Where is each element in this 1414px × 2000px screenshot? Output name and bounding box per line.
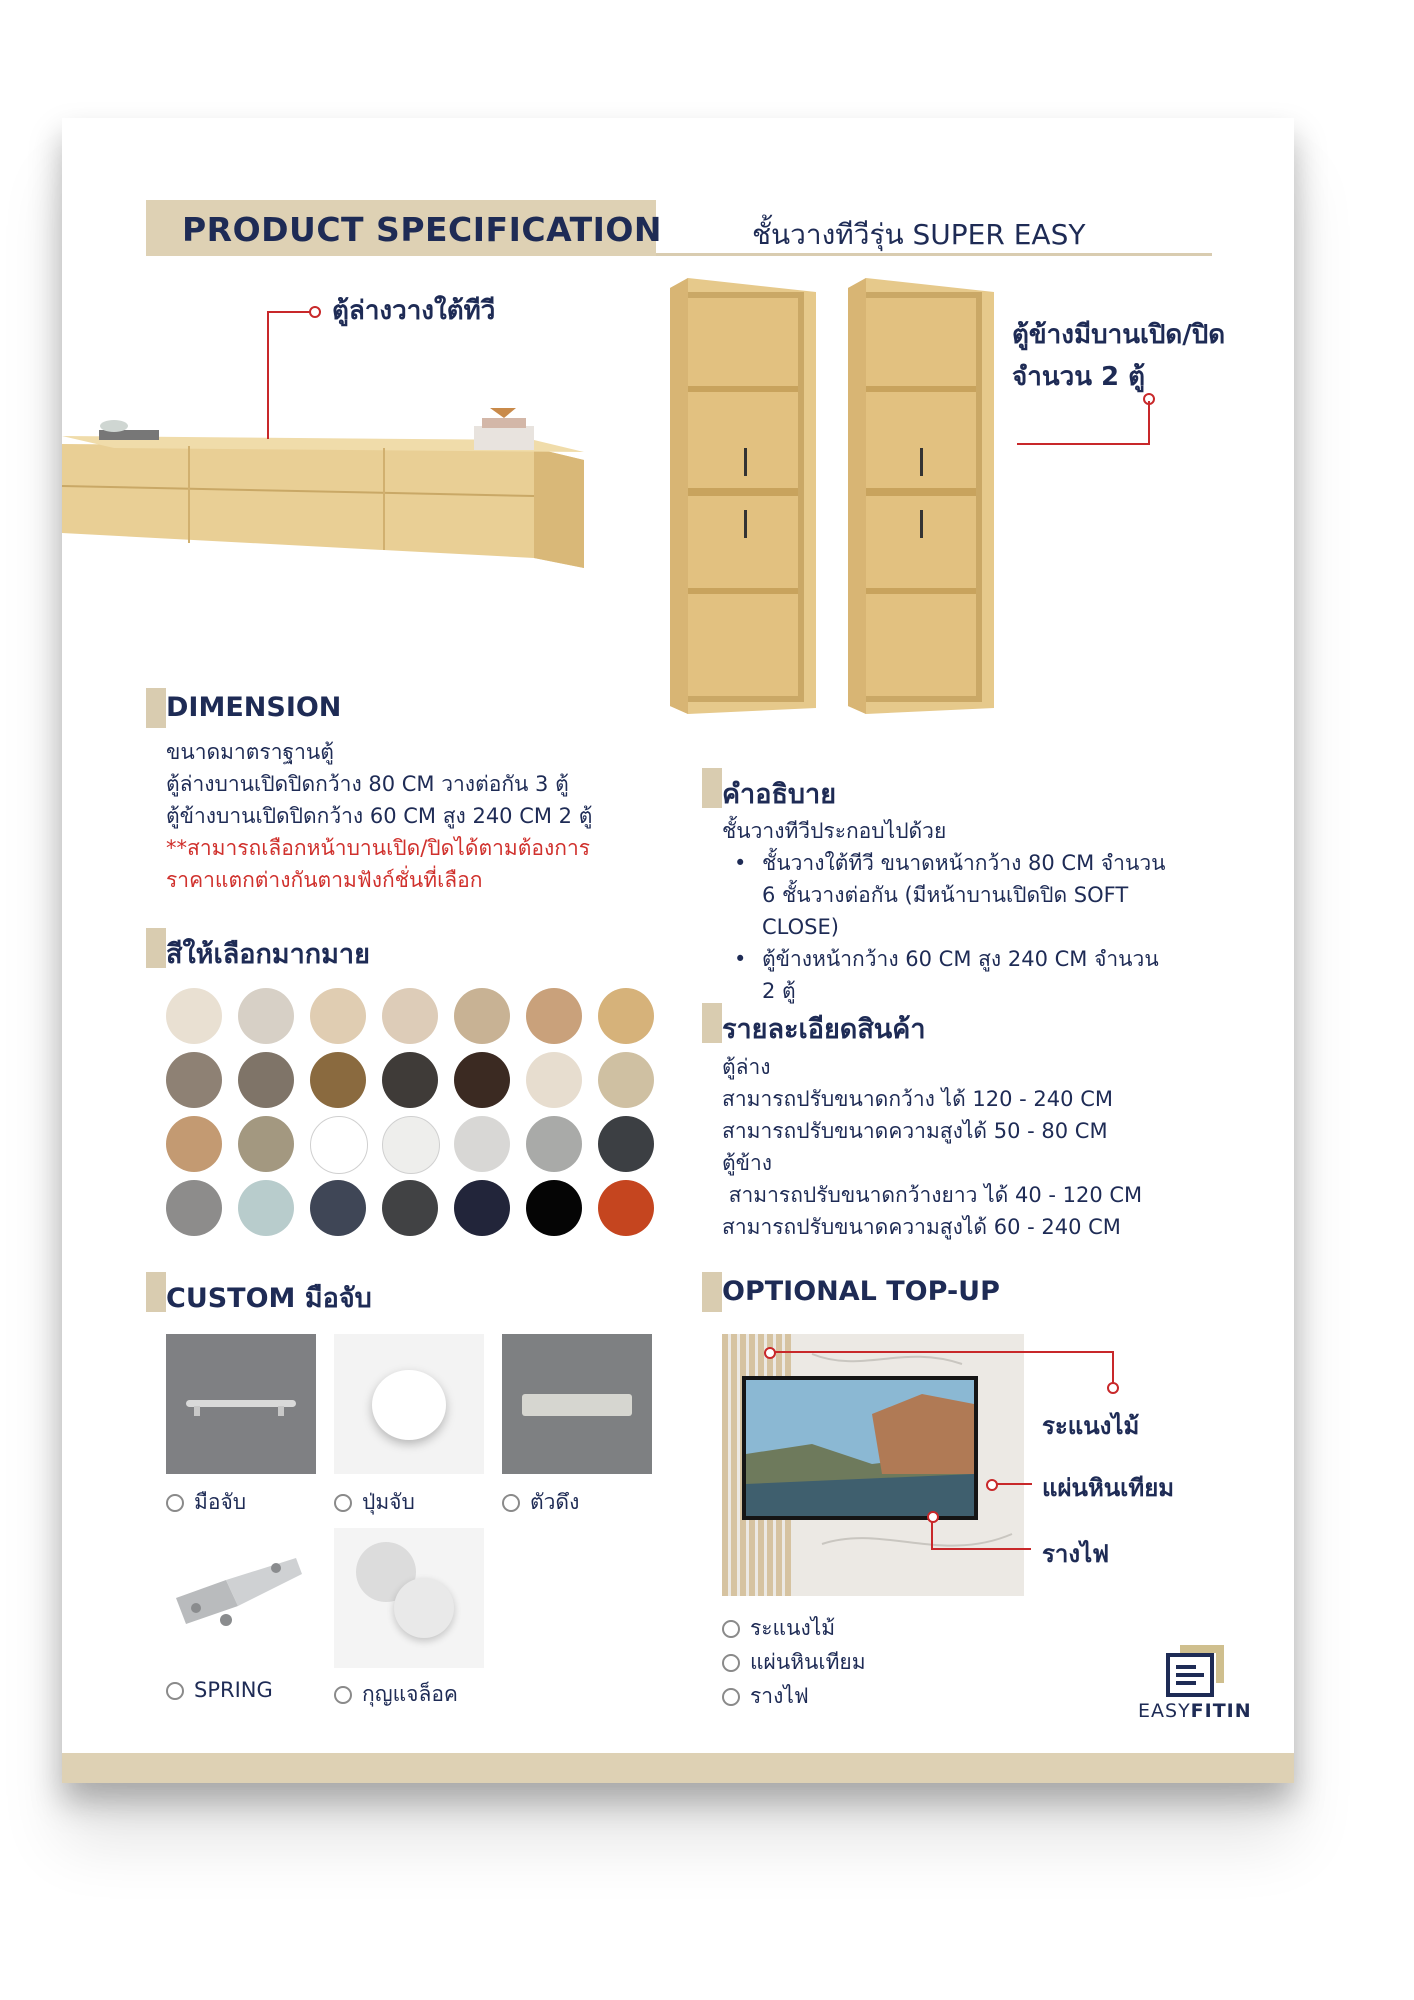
color-swatch[interactable]: [166, 1180, 222, 1236]
color-swatch[interactable]: [238, 988, 294, 1044]
color-swatch[interactable]: [598, 1052, 654, 1108]
color-swatch[interactable]: [382, 1116, 440, 1174]
easyfitin-logo-icon: [1166, 1643, 1226, 1697]
key-lock-image: [334, 1528, 484, 1668]
radio-icon: [166, 1682, 184, 1700]
radio-icon: [334, 1686, 352, 1704]
color-swatch-grid: [166, 988, 656, 1244]
spring-hinge-image: [166, 1528, 316, 1668]
topup-callout-light-rail: รางไฟ: [1042, 1540, 1110, 1568]
color-swatch[interactable]: [166, 1116, 222, 1172]
color-swatch[interactable]: [382, 988, 438, 1044]
pull-handle-image: [502, 1334, 652, 1474]
brand-name: EASYFITIN: [1138, 1700, 1252, 1722]
dimension-text: ขนาดมาตราฐานตู้ ตู้ล่างบานเปิดปิดกว้าง 80 CM วางต่อกัน 3 ตู้ ตู้ข้างบานเปิดปิดกว้าง 60 CM สูง 240 CM 2 ตู้ **สามารถเลือกหน้าบานเปิด/ปิดได้ตามต้องการ ราคาแตกต่างกันตามฟังก์ชั่นที่เลือก: [166, 740, 593, 892]
side-cabinet-callout-line1: ตู้ข้างมีบานเปิด/ปิด: [1012, 320, 1226, 350]
custom-option-pull[interactable]: ตัวดึง: [502, 1486, 579, 1519]
custom-option-knob[interactable]: ปุ่มจับ: [334, 1486, 415, 1519]
custom-option-handle[interactable]: มือจับ: [166, 1486, 246, 1519]
radio-icon: [334, 1494, 352, 1512]
handle-bar-image: [166, 1334, 316, 1474]
page-subtitle: ชั้นวางทีวีรุ่น SUPER EASY: [752, 218, 1086, 251]
details-text: ตู้ล่าง สามารถปรับขนาดกว้าง ได้ 120 - 240 CM สามารถปรับขนาดความสูงได้ 50 - 80 CM ตู้ข้าง สามารถปรับขนาดกว้างยาว ได้ 40 - 120 CM สามารถปรับขนาดความสูงได้ 60 - 240 CM: [722, 1055, 1143, 1239]
footer-bar: [62, 1753, 1294, 1783]
color-swatch[interactable]: [238, 1180, 294, 1236]
topup-callout-wood-slat: ระแนงไม้: [1042, 1412, 1140, 1440]
description-text: ชั้นวางทีวีประกอบไปด้วย • ชั้นวางใต้ทีวี ขนาดหน้ากว้าง 80 CM จำนวน 6 ชั้นวางต่อกัน (มีหน้าบานเปิดปิด SOFT CLOSE) • ตู้ข้างหน้ากว้าง 60 CM สูง 240 CM จำนวน 2 ตู้: [722, 819, 1166, 1003]
color-swatch[interactable]: [454, 1052, 510, 1108]
topup-option-stone-panel[interactable]: แผ่นหินเทียม: [722, 1646, 866, 1679]
topup-callout-stone-panel: แผ่นหินเทียม: [1042, 1474, 1175, 1502]
topup-option-light-rail[interactable]: รางไฟ: [722, 1680, 809, 1713]
color-swatch[interactable]: [310, 988, 366, 1044]
radio-icon: [502, 1494, 520, 1512]
color-swatch[interactable]: [454, 1116, 510, 1172]
lower-cabinet-callout: ตู้ล่างวางใต้ทีวี: [332, 296, 496, 326]
custom-option-spring[interactable]: SPRING: [166, 1678, 273, 1702]
color-swatch[interactable]: [166, 988, 222, 1044]
color-swatch[interactable]: [598, 1180, 654, 1236]
radio-icon: [722, 1620, 740, 1638]
color-swatch[interactable]: [454, 1180, 510, 1236]
side-cabinets-image: [668, 278, 998, 718]
radio-icon: [166, 1494, 184, 1512]
color-swatch[interactable]: [526, 988, 582, 1044]
topup-option-wood-slat[interactable]: ระแนงไม้: [722, 1612, 835, 1645]
color-swatch[interactable]: [310, 1180, 366, 1236]
side-cabinet-callout-line2: จำนวน 2 ตู้: [1012, 362, 1146, 392]
color-swatch[interactable]: [598, 988, 654, 1044]
color-swatch[interactable]: [238, 1052, 294, 1108]
color-swatch[interactable]: [166, 1052, 222, 1108]
spec-sheet-page: PRODUCT SPECIFICATION ชั้นวางทีวีรุ่น SUPER EASY ตู้ล่างวางใต้ทีวี ตู้ข้างมีบานเปิด/ปิด จำนวน 2 ตู้ DIMENSION ขนาดมาตราฐานตู้ ตู้ล่างบานเปิดปิดกว้าง 80 CM วางต่อกัน 3 ตู้ ตู้ข้างบานเปิดปิดกว้าง 60 CM สูง 240 CM 2 ตู้ **สามารถเลือกหน้าบานเปิด/ปิดได้ตามต้องการ ราคาแตกต่างกันตามฟังก์ชั่นที่เลือก สีให้เลือกมากมาย คำอธิบาย ชั้นวางทีวีประกอบไปด้วย • ชั้นวางใต้ทีวี ขนาดหน้ากว้าง 80 CM จำนวน 6 ชั้นวางต่อกัน (มีหน้าบานเปิดปิด SOFT CLOSE) • ตู้ข้างหน้ากว้าง 60 CM สูง 240 CM จำนวน 2 ตู้ รายละเอียดสินค้า ตู้ล่าง สามารถปรับขนาดกว้าง ได้ 120 - 240 CM สามารถปรับขนาดความสูงได้ 50 - 80 CM ตู้ข้าง สามารถปรับขนาดกว้างยาว ได้ 40 - 120 CM สามารถปรับขนาดความสูงได้ 60 - 240 CM CUSTOM มือจับ มือจับ ปุ่มจับ ตัวดึง SPRING กุญแจล็อค OPTIONAL TOP-UP ระแนงไม้ แผ่นหินเทียม รางไฟ ระแนงไม้ แผ่นหินเทียม รางไฟ EASYFITIN: [62, 118, 1294, 1783]
color-swatch[interactable]: [382, 1180, 438, 1236]
color-swatch[interactable]: [454, 988, 510, 1044]
color-swatch[interactable]: [526, 1116, 582, 1172]
page-title: PRODUCT SPECIFICATION: [182, 210, 663, 249]
radio-icon: [722, 1654, 740, 1672]
header-underline: [656, 253, 1212, 256]
optional-topup-image: [722, 1334, 1024, 1596]
lower-cabinet-image: [54, 408, 594, 598]
color-swatch[interactable]: [310, 1116, 368, 1174]
knob-image: [334, 1334, 484, 1474]
color-swatch[interactable]: [598, 1116, 654, 1172]
color-swatch[interactable]: [526, 1052, 582, 1108]
color-swatch[interactable]: [526, 1180, 582, 1236]
color-swatch[interactable]: [310, 1052, 366, 1108]
color-swatch[interactable]: [382, 1052, 438, 1108]
radio-icon: [722, 1688, 740, 1706]
custom-option-key-lock[interactable]: กุญแจล็อค: [334, 1678, 458, 1711]
color-swatch[interactable]: [238, 1116, 294, 1172]
